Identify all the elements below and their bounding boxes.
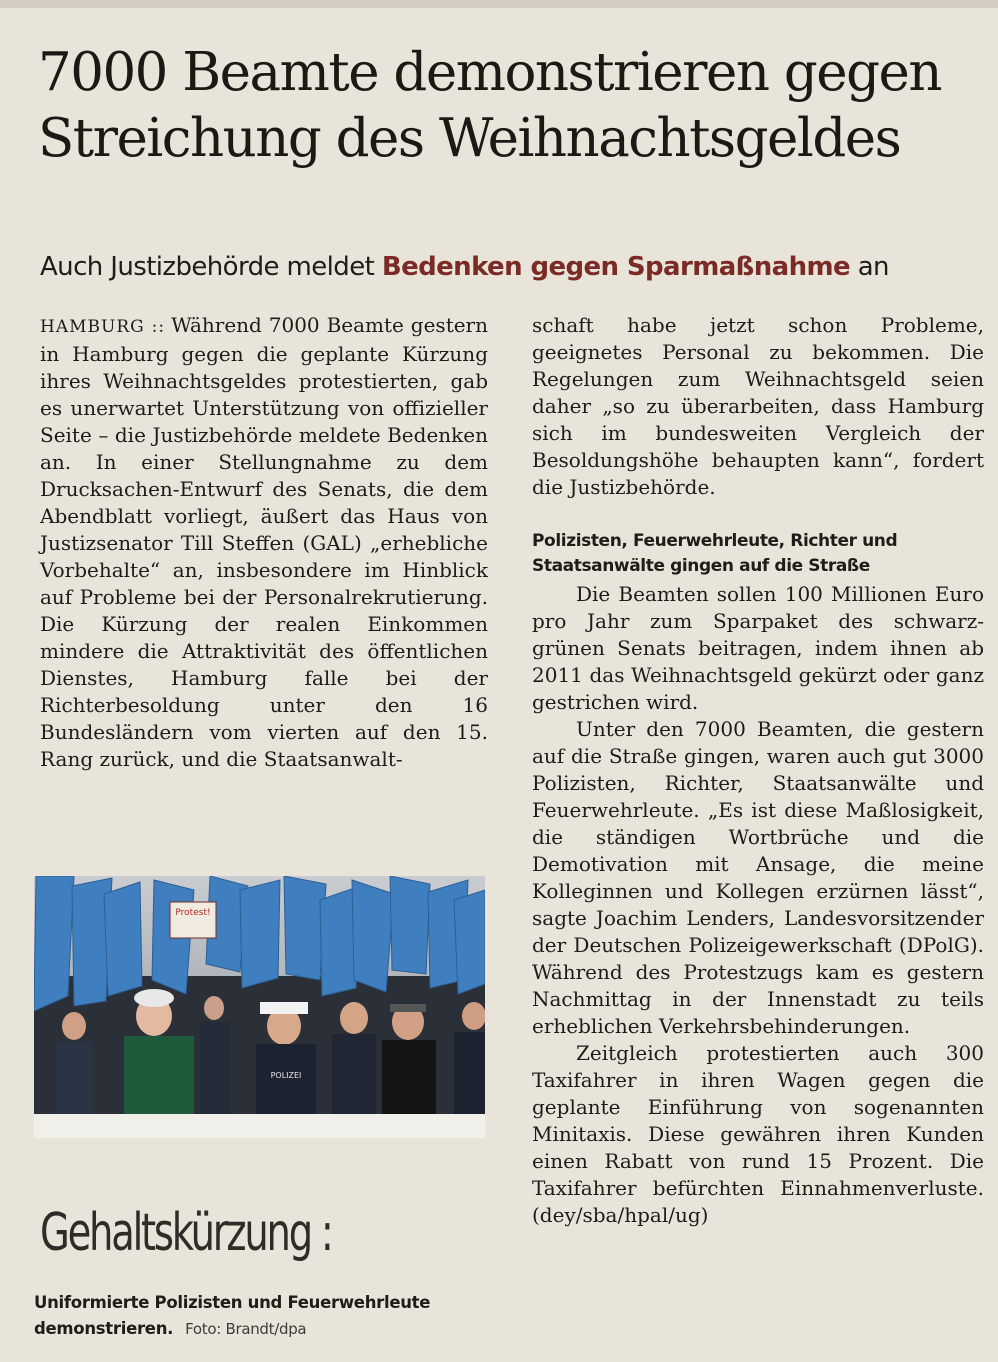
left-column — [40, 312, 488, 773]
paragraph-1-continued: schaft habe jetzt schon Probleme, geeignetes Personal zu bekommen. Die Regelungen zum Weihnachtsgeld seien daher „so zu überarbeiten, dass Hamburg sich im bundesweiten Vergleich der Besoldungshöhe behaupten kann“, fordert die Justizbehörde. — [532, 313, 984, 499]
headline-line-2: Streichung des Weihnachtsgeldes — [38, 108, 901, 169]
headline — [38, 40, 988, 172]
subhead-tail: an — [850, 252, 889, 282]
paragraph-2: Die Beamten sollen 100 Millionen Euro pro Jahr zum Sparpaket des schwarz-grünen Senats beitragen, indem ihnen ab 2011 das Weihnachtsgeld gekürzt oder ganz gestrichen wird. — [532, 582, 984, 714]
photo-illustration — [34, 876, 485, 1138]
headline-line-1: 7000 Beamte demonstrieren gegen — [38, 42, 942, 103]
banner-text: Gehaltskürzung : — [40, 1203, 332, 1263]
paragraph-3: Unter den 7000 Beamten, die gestern auf die Straße gingen, waren auch gut 3000 Polizisten, Richter, Staatsanwälte und Feuerwehrleute. „Es ist diese Maßlosigkeit, die ständigen Wortbrüche und die Demotivation mit Ansage, die meine Kolleginnen und Kollegen erzürnen lässt“, sagte Joachim Lenders, Landesvorsitzender der Deutschen Polizeigewerkschaft (DPolG). Während des Protestzugs kam es gestern Nachmittag in der Innenstadt zu teils erheblichen Verkehrsbehinderungen. — [532, 717, 984, 1038]
paragraph-1-text: Während 7000 Beamte gestern in Hamburg gegen die geplante Kürzung ihres Weihnachtsgeldes protestierten, gab es unerwartet Unterstützung von offizieller Seite – die Justizbehörde meldete Bedenken an. In einer Stellungnahme zu dem Drucksachen-Entwurf des Senats, die dem Abendblatt vorliegt, äußert das Haus von Justizsenator Till Steffen (GAL) „erhebliche Vorbehalte“ an, insbesondere im Hinblick auf Probleme bei der Personalrekrutierung. Die Kürzung der realen Einkommen mindere die Attraktivität des öffentlichen Dienstes, Hamburg falle bei der Richterbesoldung unter den 16 Bundesländern vom vierten auf den 15. Rang zurück, und die Staatsanwalt- — [40, 313, 489, 771]
paragraph-1 — [40, 312, 488, 773]
dateline: HAMBURG :: — [40, 317, 166, 337]
paragraph-4: Zeitgleich protestierten auch 300 Taxifahrer in ihren Wagen gegen die geplante Einführung von sogenannten Minitaxis. Diese gewähren ihren Kunden einen Rabatt von rund 15 Prozent. Die Taxifahrer befürchten Einnahmenverluste. (dey/sba/hpal/ug) — [532, 1041, 984, 1227]
protest-sign: Protest! — [175, 908, 211, 918]
subhead-accent: Bedenken gegen Sparmaßnahme — [381, 252, 851, 282]
photo-credit: Foto: Brandt/dpa — [185, 1320, 307, 1338]
right-column — [532, 312, 984, 1229]
crosshead: Polizisten, Feuerwehrleute, Richter und Staatsanwälte gingen auf die Straße — [532, 531, 898, 576]
subhead-lead: Auch Justizbehörde meldet — [40, 252, 382, 282]
photo-caption — [34, 1290, 484, 1342]
police-label: POLIZEI — [270, 1071, 302, 1080]
demonstration-photo — [34, 876, 485, 1138]
subheadline — [40, 250, 980, 284]
top-rule — [0, 0, 998, 8]
caption-text: Uniformierte Polizisten und Feuerwehrleute demonstrieren. — [34, 1293, 431, 1338]
